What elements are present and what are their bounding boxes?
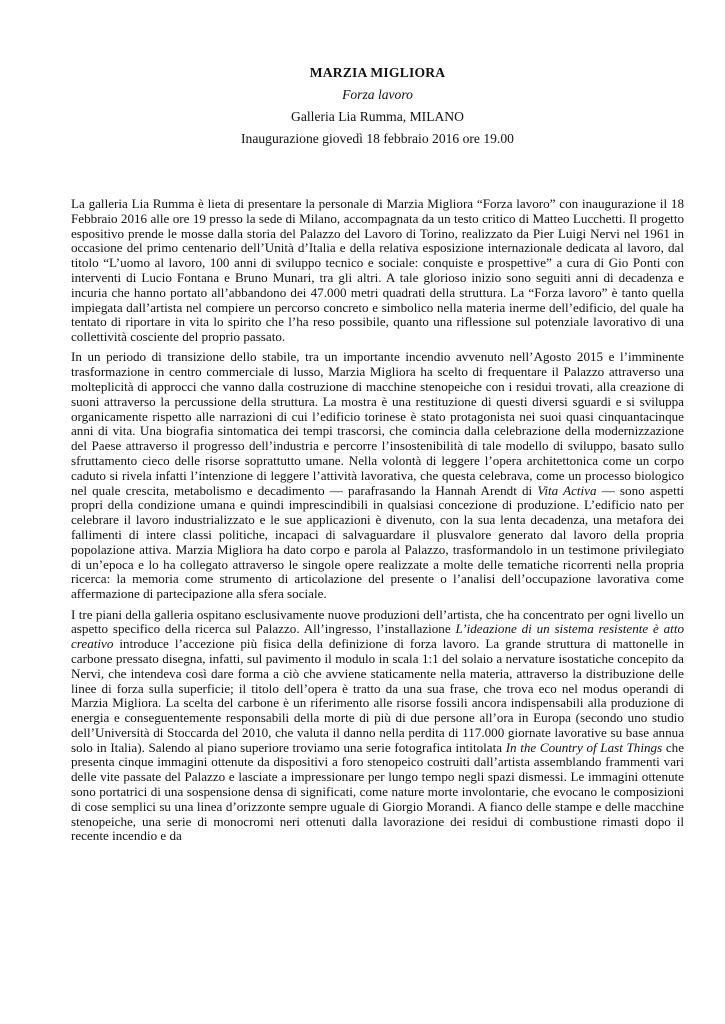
exhibition-title: Forza lavoro (342, 87, 413, 102)
opening-date: Inaugurazione giovedì 18 febbraio 2016 ore 19.00 (241, 131, 514, 146)
paragraph-1 (71, 197, 684, 345)
paragraph-3 (71, 608, 684, 845)
paragraph-3-text-c: che presenta cinque immagini ottenute da dispositivi a foro stenopeico costruiti dall’artista assemblando frammenti vari delle vite passate del Palazzo e lasciate a impressionare per lungo tempo negli spazi dismessi. Le immagini ottenute sono portatrici di una sospensione densa di significati, come nature morte involontarie, che evocano le composizioni di cose semplici su una linea d’orizzonte sempre uguale di Giorgio Morandi. A fianco delle stampe e delle macchine stenopeiche, una serie di monocromi neri ottenuti dalla lavorazione dei residui di combustione rimasti dopo il recente incendio e da (71, 739, 685, 844)
paragraph-2-text-a: In un periodo di transizione dello stabile, tra un importante incendio avvenuto nell’Agosto 2015 e l’imminente trasformazione in centro commerciale di lusso, Marzia Migliora ha scelto di frequentare il Palazzo attraverso una molteplicità di approcci che vanno dalla costruzione di macchine stenopeiche con i residui trovati, alla creazione di suoni attraverso la percussione della struttura. La mostra è una restituzione di questi diversi sguardi e si sviluppa organicamente rispetto alle narrazioni di cui l’edificio torinese è stato protagonista nei suoi quasi cinquantacinque anni di vita. Una biografia sintomatica dei tempi trascorsi, che comincia dalla celebrazione della modernizzazione del Paese attraverso il progresso dell’industria e percorre l’insostenibilità di tale modello di sviluppo, basato sullo sfruttamento cieco delle risorse soprattutto umane. Nella volontà di leggere l’opera architettonica come un corpo caduto si rivela infatti l’intenzione di leggere l’attività lavorativa, che questa celebrava, come un processo biologico nel quale crescita, metabolismo e decadimento — parafrasando la Hannah Arendt di (71, 349, 684, 498)
venue: Galleria Lia Rumma, MILANO (291, 109, 464, 124)
body-text (71, 197, 684, 844)
paragraph-2-text-b: — sono aspetti propri della condizione umana e quindi imprescindibili in qualsiasi concezione di produzione. L’edificio nato per celebrare il lavoro industrializzato e le sue applicazioni è divenuto, con la sua lenta decadenza, una metafora dei fallimenti di intere classi politiche, incapaci di salvaguardare il plusvalore generato dal lavoro della propria popolazione attiva. Marzia Migliora ha dato corpo e parola al Palazzo, trasformandolo in un testimone privilegiato di un’epoca e lo ha collegato attraverso le singole opere realizzate a molte delle tematiche ricorrenti nella propria ricerca: la memoria come strumento di articolazione del presente o l’analisi dell’occupazione lavorativa come affermazione di partecipazione alla sfera sociale. (71, 482, 684, 602)
paragraph-3-text-b: introduce l’accezione più fisica della definizione di forza lavoro. La grande struttura di mattonelle in carbone pressato disegna, infatti, sul pavimento il modulo in scala 1:1 del solaio a nervature isostatiche concepito da Nervi, che intendeva così dare forma a ciò che avviene staticamente nella materia, attraverso la distribuzione delle linee di forza sulla superficie; il titolo dell’opera è tratto da una sua frase, che trova eco nel modus operandi di Marzia Migliora. La scelta del carbone è un riferimento alle risorse fossili ancora indispensabili alla produzione di energia e conseguentemente responsabili della morte di più di due persone all’ora in Europa (secondo uno studio dell’Università di Stoccarda del 2010, che valuta il danno nella perdita di 117.000 giornate lavorative su base annua solo in Italia). Salendo al piano superiore troviamo una serie fotografica intitolata (71, 636, 684, 755)
header (71, 62, 684, 150)
paragraph-1-text: La galleria Lia Rumma è lieta di presentare la personale di Marzia Migliora “Forza lavoro” con inaugurazione il 18 Febbraio 2016 alle ore 19 presso la sede di Milano, accompagnata da un testo critico di Matteo Lucchetti. Il progetto espositivo prende le mosse dalla storia del Palazzo del Lavoro di Torino, realizzato da Pier Luigi Nervi nel 1961 in occasione del primo centenario dell’Unità d’Italia e della relativa esposizione internazionale dedicata al lavoro, dal titolo “L’uomo al lavoro, 100 anni di sviluppo tecnico e sociale: conquiste e prospettive” a cura di Gio Ponti con interventi di Lucio Fontana e Bruno Munari, tra gli altri. A tale glorioso inizio sono seguiti anni di decadenza e incuria che hanno portato all’abbandono dei 47.000 metri quadrati della struttura. La “Forza lavoro” è tanto quella impiegata dall’artista nel compiere un percorso concreto e simbolico nella materia inerme dell’edificio, del quale ha tentato di riportare in vita lo spirito che l’ha reso possibile, quanto una riflessione sul potenziale lavorativo di una collettività cosciente del proprio passato. (71, 196, 684, 345)
paragraph-2-italic-title: Vita Activa (537, 482, 597, 498)
paragraph-3-text-a: I tre piani della galleria ospitano esclusivamente nuove produzioni dell’artista, che ha concentrato per ogni livello un aspetto specifico della ricerca sul Palazzo. All’ingresso, l’installazione (71, 606, 684, 637)
press-release-page (71, 62, 684, 850)
paragraph-3-italic-title-2: In the Country of Last Things (505, 739, 663, 755)
paragraph-3-italic-title-1: L’ideazione di un sistema resistente è atto creativo (71, 621, 684, 652)
artist-name: MARZIA MIGLIORA (309, 65, 446, 80)
paragraph-2 (71, 350, 684, 602)
